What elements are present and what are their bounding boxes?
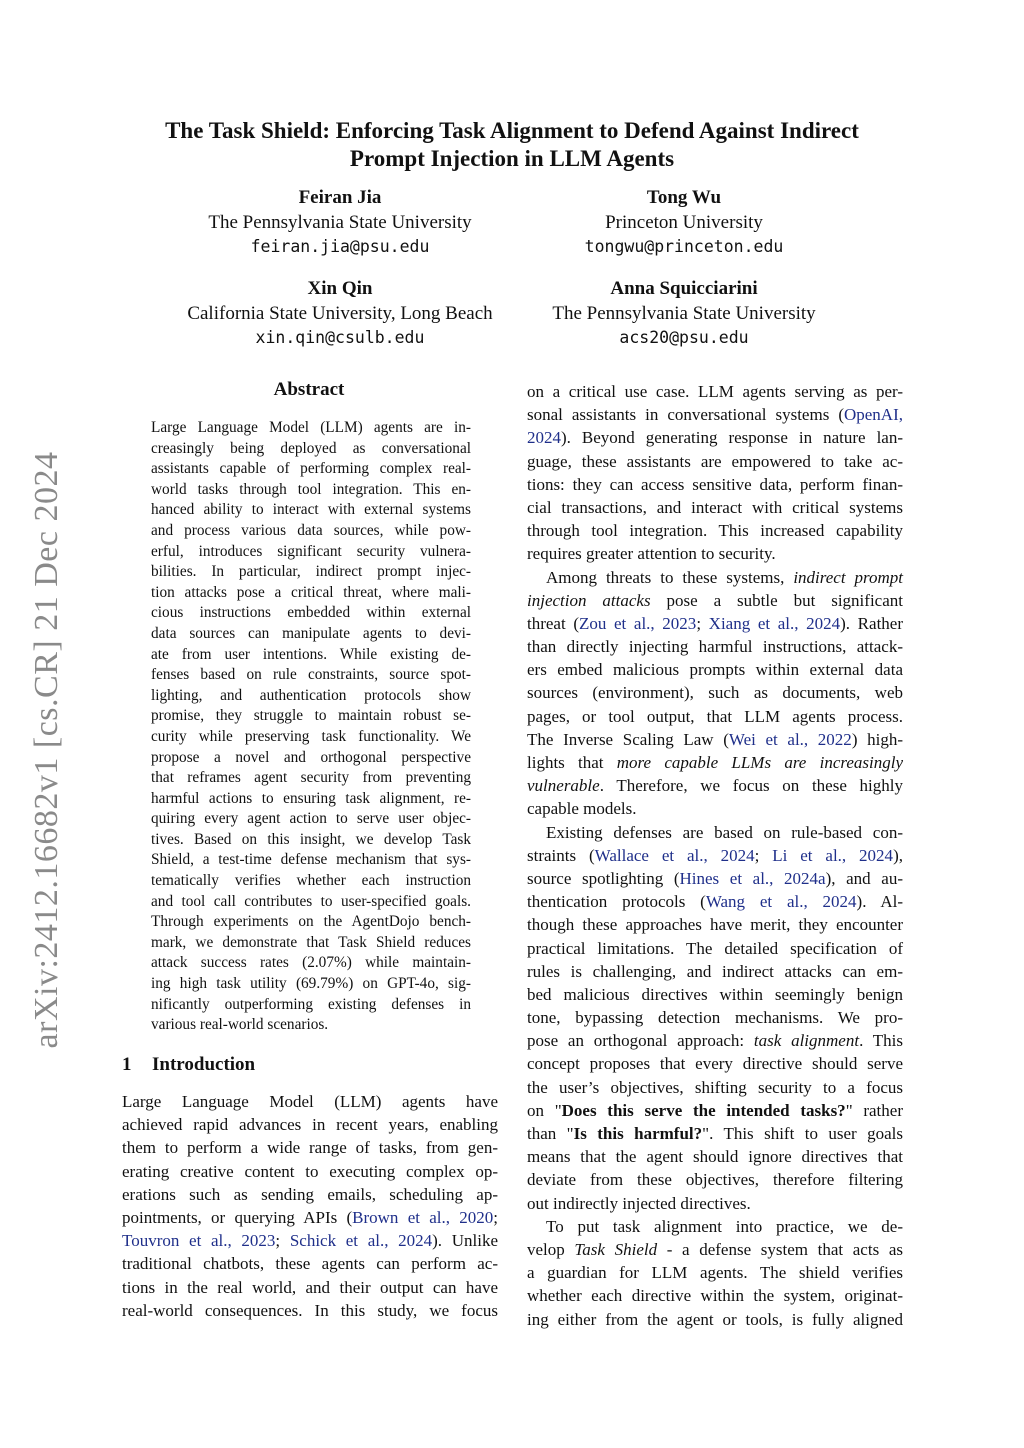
abstract-line: Large Language Model (LLM) agents are in- [151, 419, 471, 436]
text-line: tions in the real world, and their output can have [122, 1277, 498, 1297]
text-line: the user’s objectives, shifting security to a focus [527, 1077, 903, 1097]
abstract-line: assistants capable of performing complex real- [151, 460, 471, 478]
text-line: means that the agent should ignore directives that [527, 1147, 903, 1167]
text-span: . This [859, 1031, 903, 1051]
author-block [150, 277, 530, 350]
text-line: guage, these assistants are empowered to take ac- [527, 451, 903, 471]
intro-paragraph [122, 1090, 498, 1322]
text-line [527, 1099, 903, 1122]
author-email: feiran.jia@psu.edu [250, 237, 430, 256]
abstract-line: data sources can manipulate agents to devi- [151, 624, 471, 642]
emphasis: task alignment [753, 1031, 860, 1051]
text-line [527, 1238, 903, 1261]
text-line: though these approaches have merit, they encounter [527, 915, 903, 935]
section-title: Introduction [152, 1054, 256, 1075]
emphasis: vulnerable [527, 776, 600, 796]
text-span: threat ( [527, 613, 579, 633]
abstract-line: creasingly being deployed as conversational [151, 439, 471, 457]
abstract-line: and tool call contributes to user-specified goals. [151, 892, 471, 910]
text-line: tone, bypassing detection mechanisms. We pro- [527, 1008, 903, 1028]
title-line-1: The Task Shield: Enforcing Task Alignment to Defend Against Indirect [165, 118, 859, 143]
text-span: ). Beyond generating response in nature lan- [561, 428, 903, 448]
text-line: Existing defenses are based on rule-based con- [546, 822, 903, 842]
text-line: erating creative content to executing complex op- [122, 1161, 498, 1181]
abstract-line: attack success rates (2.07%) while maintain- [151, 954, 471, 972]
citation-link[interactable]: Brown et al., 2020 [352, 1207, 494, 1227]
author-email: xin.qin@csulb.edu [255, 328, 425, 347]
text-span: Among threats to these systems, [546, 567, 794, 587]
section-heading [122, 1053, 502, 1077]
citation-link[interactable]: 2024 [527, 428, 561, 448]
text-line [527, 867, 903, 890]
abstract-heading: Abstract [273, 379, 345, 400]
text-line: bed malicious directives within seemingly benign [527, 984, 903, 1004]
text-span: ; [696, 613, 709, 633]
text-line: deviate from these objectives, therefore filtering [527, 1170, 903, 1190]
text-line: capable models. [527, 799, 637, 819]
text-span: straints ( [527, 845, 595, 865]
abstract-line: hanced ability to interact with external systems [151, 501, 471, 519]
text-line [527, 728, 903, 751]
text-line: than directly injecting harmful instructions, attack- [527, 637, 903, 657]
text-span: " rather [845, 1100, 903, 1120]
abstract-line: nificantly outperforming existing defenses in [151, 995, 471, 1013]
text-line: real-world consequences. In this study, we focus [122, 1300, 498, 1320]
bold-text: Is this harmful? [573, 1124, 703, 1143]
paper-title [120, 117, 904, 173]
citation-link[interactable]: Schick et al., 2024 [289, 1231, 433, 1251]
author-affiliation: The Pennsylvania State University [208, 212, 472, 233]
emphasis: indirect prompt [793, 567, 903, 587]
text-line [527, 566, 903, 589]
text-line [122, 1229, 498, 1252]
citation-link[interactable]: OpenAI, [843, 405, 903, 425]
author-affiliation: Princeton University [605, 212, 763, 233]
author-affiliation: The Pennsylvania State University [552, 303, 816, 324]
abstract-line: ate from user intentions. While existing de- [151, 645, 471, 663]
text-line: practical limitations. The detailed specification of [527, 938, 903, 958]
text-line: out indirectly injected directives. [527, 1193, 751, 1213]
citation-link[interactable]: Zou et al., 2023 [579, 613, 697, 633]
bold-text: Does this serve the intended tasks? [561, 1100, 846, 1120]
abstract-line: various real-world scenarios. [151, 1016, 329, 1034]
text-span: ), [893, 845, 903, 865]
abstract-line: world tasks through tool integration. This en- [151, 480, 471, 498]
author-email: acs20@psu.edu [619, 328, 749, 347]
citation-link[interactable]: Wei et al., 2022 [728, 729, 852, 749]
text-line: achieved rapid advances in recent years, enabling [122, 1115, 498, 1135]
abstract-line: curity while preserving task functionality. We [151, 727, 471, 745]
text-line [527, 426, 903, 449]
abstract-line: Shield, a test-time defense mechanism that sys- [151, 851, 471, 869]
right-column [527, 380, 903, 1331]
text-line: sources (environment), such as documents, web [527, 683, 903, 703]
author-name: Feiran Jia [298, 187, 382, 208]
abstract-line: tion attacks pose a critical threat, where mali- [151, 583, 471, 601]
text-span: - a defense system that acts as [657, 1239, 903, 1259]
text-line [527, 844, 903, 867]
text-line [527, 403, 903, 426]
text-line [527, 612, 903, 635]
abstract-line: fenses based on rule constraints, source spot- [151, 666, 471, 684]
text-span: ; [754, 845, 773, 865]
text-span: ). Unlike [432, 1231, 498, 1251]
text-span: The Inverse Scaling Law ( [527, 729, 729, 749]
section-number: 1 [122, 1054, 132, 1075]
text-span: . Therefore, we focus on these highly [599, 776, 903, 796]
text-span: ) high- [851, 729, 903, 749]
text-line [122, 1206, 498, 1229]
author-affiliation: California State University, Long Beach [187, 303, 493, 324]
text-span: pose a subtle but significant [650, 590, 903, 610]
author-block [494, 277, 874, 350]
author-name: Xin Qin [307, 278, 373, 299]
citation-link[interactable]: Touvron et al., 2023 [122, 1231, 276, 1251]
text-span: on " [527, 1100, 562, 1120]
text-span: thentication protocols ( [527, 892, 706, 912]
text-line: Large Language Model (LLM) agents have [122, 1092, 498, 1111]
text-line: requires greater attention to security. [527, 544, 776, 564]
citation-link[interactable]: Wallace et al., 2024 [594, 845, 755, 865]
text-line: on a critical use case. LLM agents serving as per- [527, 382, 903, 401]
abstract-body [151, 418, 471, 1036]
citation-link[interactable]: Hines et al., 2024a [679, 868, 826, 888]
arxiv-sidebar [24, 0, 70, 1448]
text-span: source spotlighting ( [527, 868, 680, 888]
abstract-line: that reframes agent security from preventing [151, 769, 471, 787]
text-span: pointments, or querying APIs ( [122, 1207, 353, 1227]
text-line [527, 890, 903, 913]
author-name: Tong Wu [646, 187, 722, 208]
abstract-line: promise, they struggle to maintain robust se- [151, 707, 471, 725]
abstract-line: erful, introduces significant security vulnera- [151, 542, 471, 560]
emphasis: more capable LLMs are increasingly [616, 753, 904, 772]
text-line: them to perform a wide range of tasks, from gen- [122, 1138, 498, 1158]
text-line: tions: they can access sensitive data, perform finan- [527, 474, 903, 494]
text-line: whether each directive within the system, originat- [527, 1286, 903, 1306]
text-line: To put task alignment into practice, we de- [546, 1216, 903, 1236]
text-span: ), and au- [825, 868, 903, 888]
text-line [527, 774, 903, 797]
text-line [527, 751, 903, 774]
text-span: pose an orthogonal approach: [527, 1031, 754, 1051]
abstract-line: quiring every agent action to serve user objec- [151, 810, 471, 828]
title-line-2: Prompt Injection in LLM Agents [349, 146, 675, 171]
author-email: tongwu@princeton.edu [584, 237, 784, 256]
author-block [494, 186, 874, 259]
abstract-line: tives. Based on this insight, we develop Task [151, 830, 471, 848]
arxiv-identifier: arXiv:2412.16682v1 [cs.CR] 21 Dec 2024 [28, 451, 65, 1049]
citation-link[interactable]: Wang et al., 2024 [705, 892, 857, 912]
text-line: concept proposes that every directive should serve [527, 1054, 903, 1074]
text-line [527, 589, 903, 612]
abstract-line: and process various data sources, while pow- [151, 521, 471, 539]
abstract-line: mark, we demonstrate that Task Shield reduces [151, 933, 471, 951]
abstract-line: lighting, and authentication protocols show [151, 686, 471, 704]
text-line: pages, or tool output, that LLM agents process. [527, 706, 903, 726]
abstract-line: bilities. In particular, indirect prompt injec- [151, 563, 471, 581]
abstract-line: cious instructions embedded within external [151, 604, 471, 622]
text-line: erations such as sending emails, scheduling ap- [122, 1184, 498, 1204]
text-span: ). Al- [856, 892, 903, 912]
text-line: ers embed malicious prompts within external data [527, 660, 903, 680]
author-block [150, 186, 530, 259]
text-span: ". This shift to user goals [702, 1124, 903, 1143]
text-line [527, 1029, 903, 1052]
text-line: cial transactions, and interact with critical systems [527, 497, 903, 517]
abstract-line: ing high task utility (69.79%) on GPT-4o, sig- [151, 975, 471, 993]
text-line: ing either from the agent or tools, is fully aligned [527, 1309, 903, 1329]
text-span: ). Rather [840, 613, 903, 633]
author-name: Anna Squicciarini [610, 278, 758, 299]
text-span: lights that [527, 753, 617, 772]
emphasis: Task Shield [574, 1239, 658, 1259]
text-line [527, 1122, 903, 1145]
text-span: ; [493, 1207, 498, 1227]
abstract-line: harmful actions to ensuring task alignment, re- [151, 789, 471, 807]
abstract-line: tematically verifies whether each instruction [151, 872, 471, 890]
text-span: than " [527, 1124, 574, 1143]
citation-link[interactable]: Li et al., 2024 [772, 845, 894, 865]
text-line: a guardian for LLM agents. The shield verifies [527, 1263, 903, 1283]
text-span: ; [275, 1231, 290, 1251]
emphasis: injection attacks [527, 590, 651, 610]
abstract-line: Through experiments on the AgentDojo bench- [151, 913, 471, 931]
text-line: rules is challenging, and indirect attacks can em- [527, 961, 903, 981]
citation-link[interactable]: Xiang et al., 2024 [708, 613, 841, 633]
text-line: traditional chatbots, these agents can perform ac- [122, 1254, 498, 1274]
abstract-line: propose a novel and orthogonal perspective [151, 748, 471, 766]
text-line: through tool integration. This increased capability [527, 521, 903, 541]
text-span: sonal assistants in conversational systems ( [527, 405, 844, 425]
text-span: velop [527, 1239, 575, 1259]
